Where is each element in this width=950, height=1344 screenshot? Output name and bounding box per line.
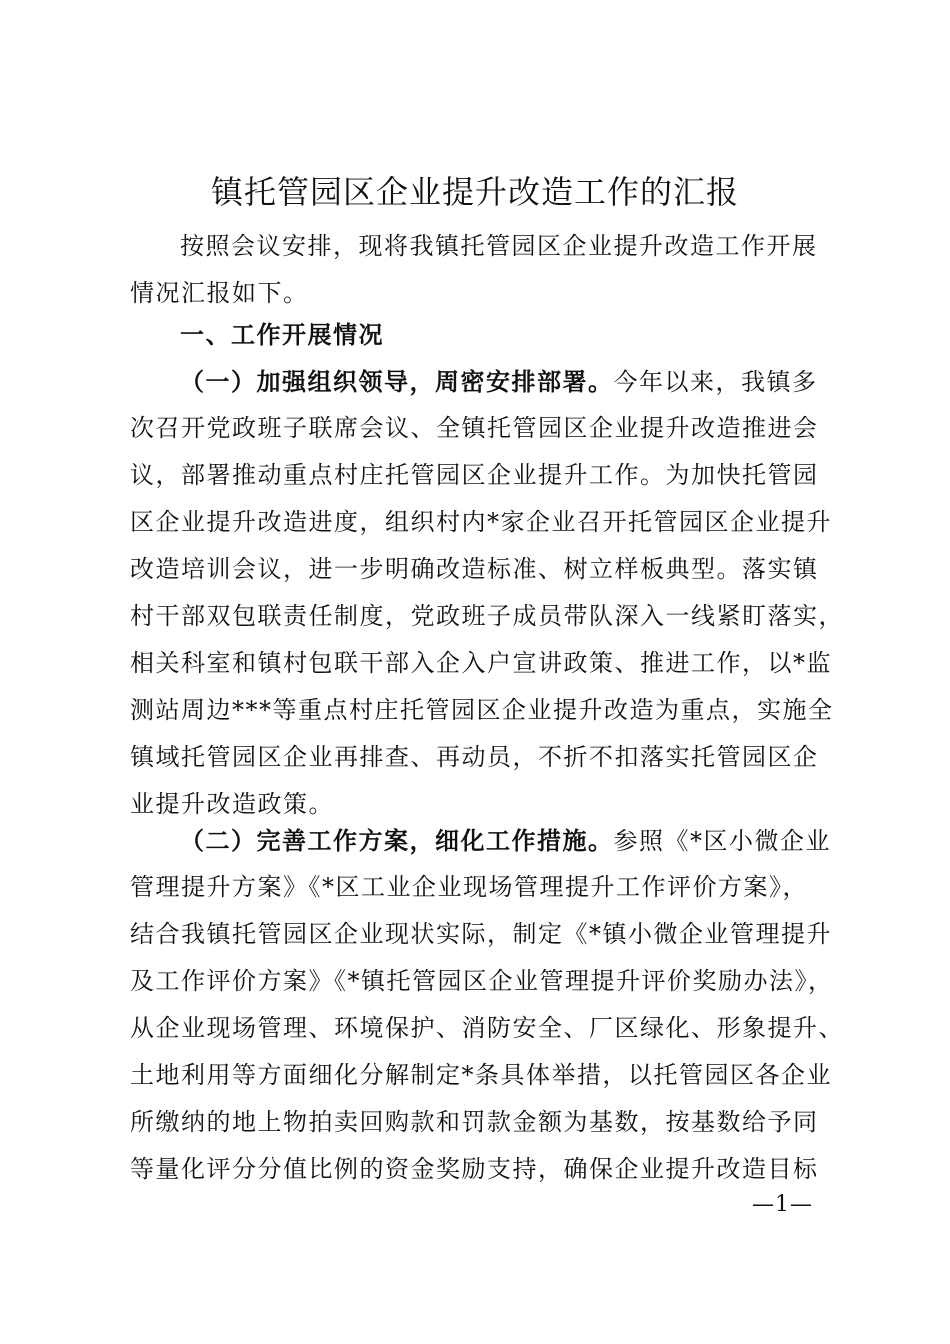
paragraph-line: 次召开党政班子联席会议、全镇托管园区企业提升改造推进会 <box>130 414 819 442</box>
paragraph-line <box>130 817 830 864</box>
paragraph-line: 等量化评分分值比例的资金奖励支持，确保企业提升改造目标 <box>130 1155 819 1183</box>
intro-line: 按照会议安排，现将我镇托管园区企业提升改造工作开展 <box>180 232 818 260</box>
paragraph-line: 土地利用等方面细化分解制定*条具体举措，以托管园区各企业 <box>130 1061 832 1089</box>
paragraph-text: 参照《*区小微企业 <box>613 827 831 855</box>
paragraph-line: 从企业现场管理、环境保护、消防安全、厂区绿化、形象提升、 <box>130 1014 844 1042</box>
paragraph-line <box>130 358 830 405</box>
paragraph-lead: （二）完善工作方案，细化工作措施。 <box>180 826 614 855</box>
intro-line: 情况汇报如下。 <box>130 279 309 307</box>
paragraph-2 <box>130 817 844 1193</box>
page-number: —1— <box>752 1192 813 1217</box>
paragraph-line: 及工作评价方案》《*镇托管园区企业管理提升评价奖励办法》， <box>130 967 834 995</box>
paragraph-line: 相关科室和镇村包联干部入企入户宣讲政策、推进工作，以*监 <box>130 649 832 677</box>
paragraph-line: 业提升改造政策。 <box>130 790 334 818</box>
paragraph-line: 所缴纳的地上物拍卖回购款和罚款金额为基数，按基数给予同 <box>130 1108 819 1136</box>
paragraph-line: 管理提升方案》《*区工业企业现场管理提升工作评价方案》， <box>130 873 808 901</box>
paragraph-line: 区企业提升改造进度，组织村内*家企业召开托管园区企业提升 <box>130 508 832 536</box>
paragraph-line: 结合我镇托管园区企业现状实际，制定《*镇小微企业管理提升 <box>130 920 832 948</box>
paragraph-text: 今年以来，我镇多 <box>613 368 818 396</box>
paragraph-line: 改造培训会议，进一步明确改造标准、树立样板典型。落实镇 <box>130 555 819 583</box>
paragraph-line: 村干部双包联责任制度，党政班子成员带队深入一线紧盯落实， <box>130 602 844 630</box>
paragraph-line: 镇域托管园区企业再排查、再动员，不折不扣落实托管园区企 <box>130 743 819 771</box>
paragraph-lead: （一）加强组织领导，周密安排部署。 <box>180 367 614 396</box>
section-heading: 一、工作开展情况 <box>180 321 384 349</box>
document-title: 镇托管园区企业提升改造工作的汇报 <box>210 173 739 211</box>
intro-paragraph <box>130 223 830 317</box>
paragraph-1 <box>130 358 844 828</box>
paragraph-line: 议，部署推动重点村庄托管园区企业提升工作。为加快托管园 <box>130 461 819 489</box>
paragraph-line: 测站周边***等重点村庄托管园区企业提升改造为重点，实施全 <box>130 696 834 724</box>
